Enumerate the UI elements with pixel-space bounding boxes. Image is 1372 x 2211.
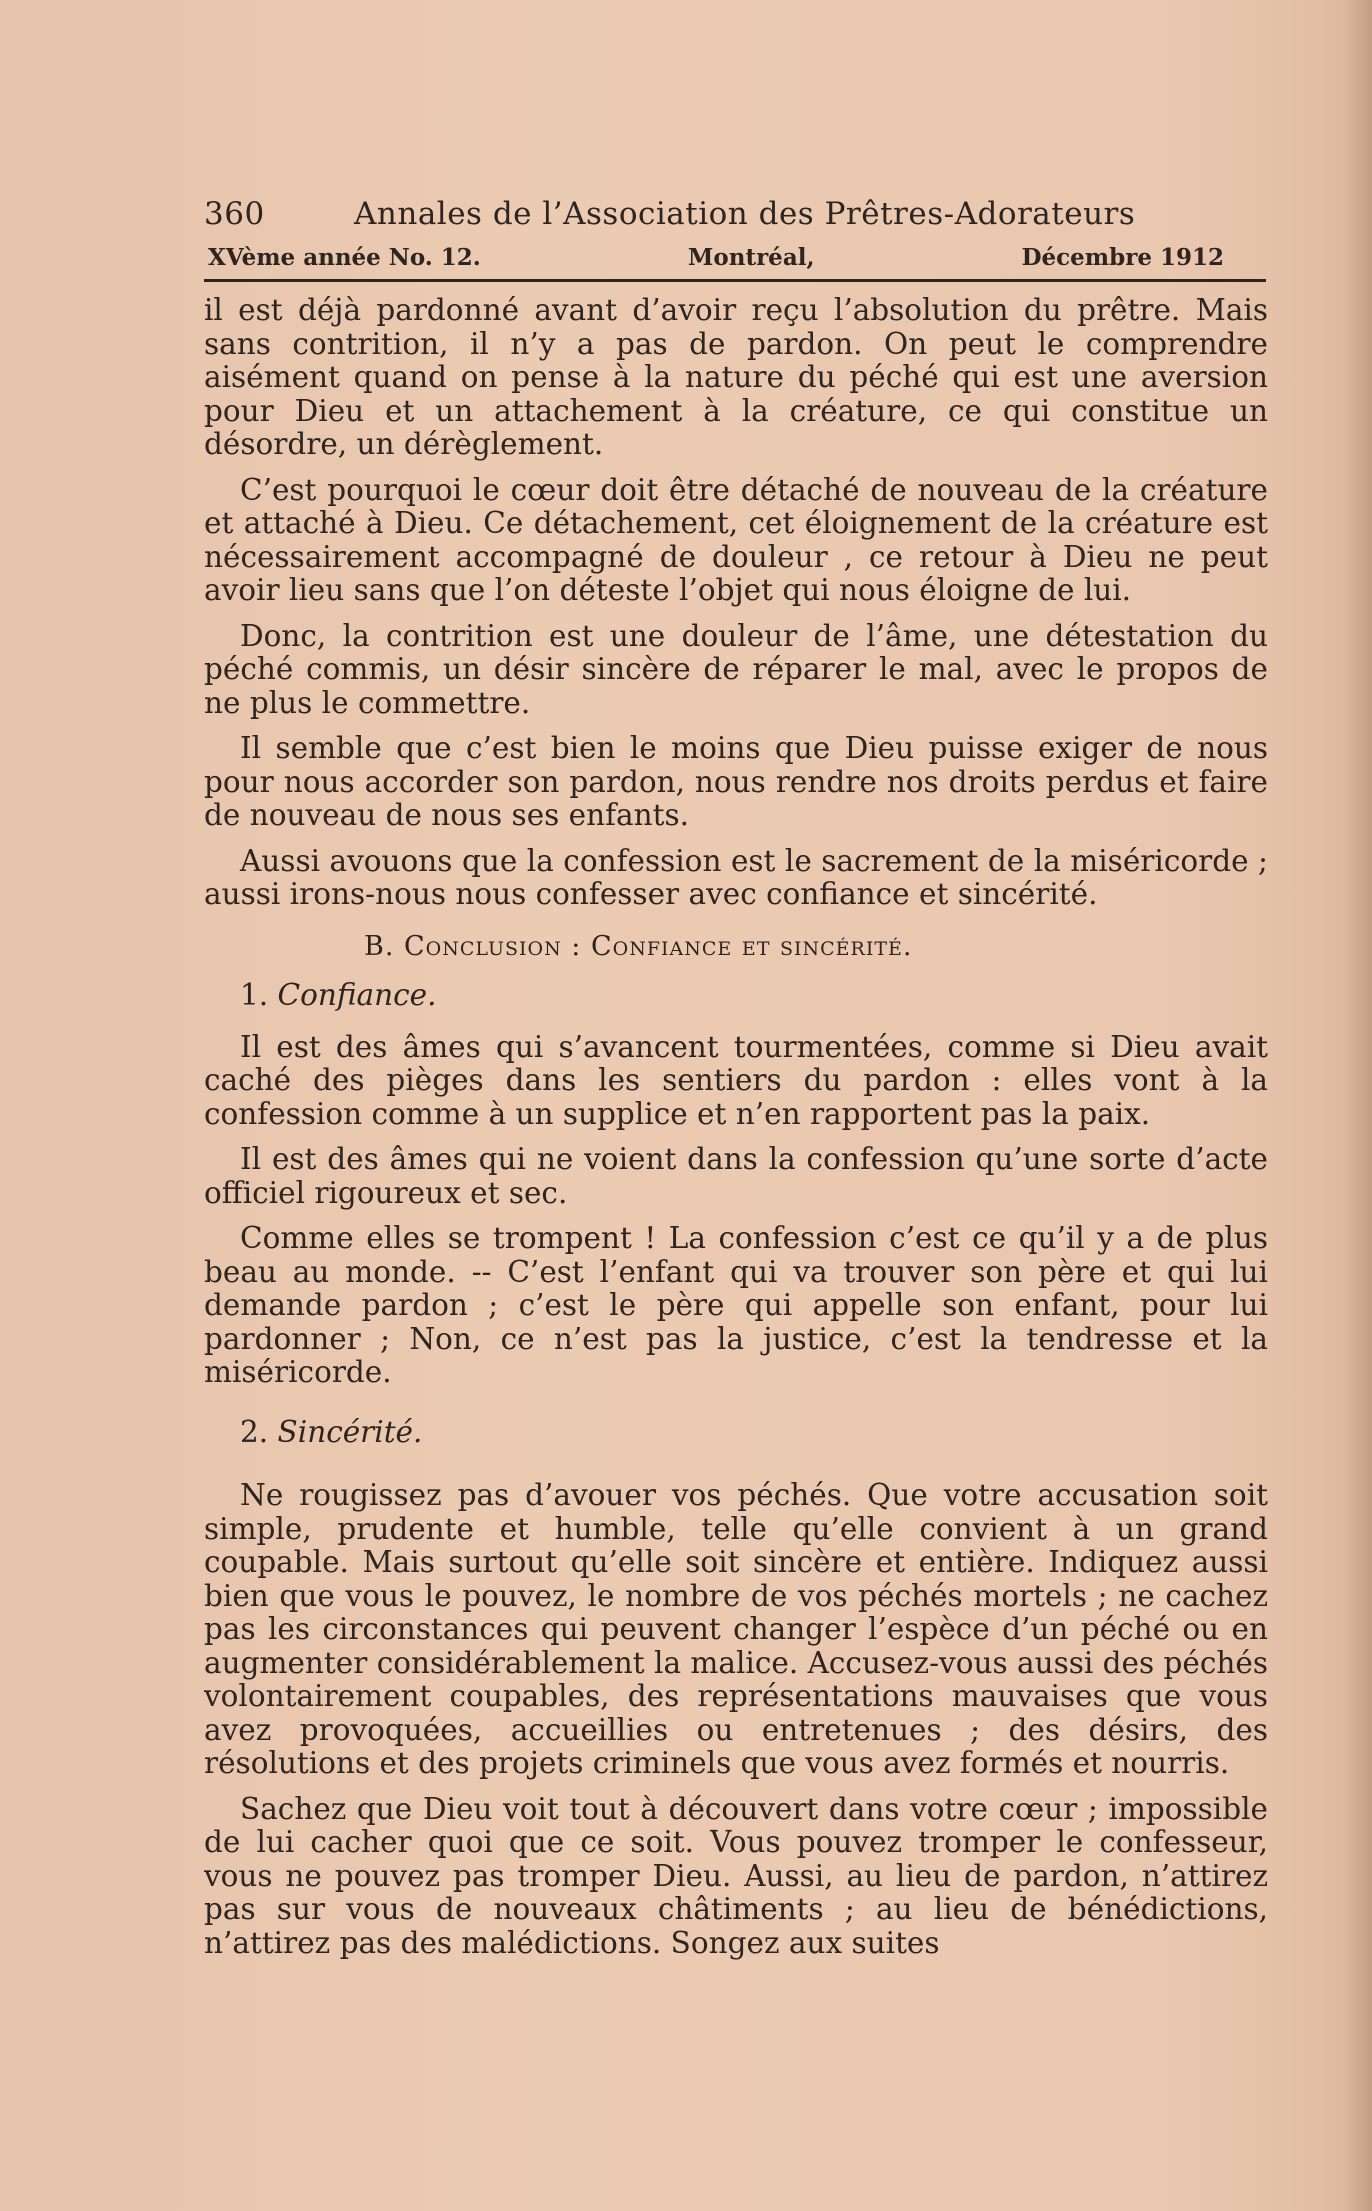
journal-title: Annales de l’Association des Prêtres-Adorateurs — [354, 196, 1136, 232]
paragraph: Comme elles se trompent ! La confession c’est ce qu’il y a de plus beau au monde. -- C’est l’enfant qui va trouver son père et qui lui demande pardon ; c’est le père qui appelle son enfant, pour lui pardonner ; Non, ce n’est pas la justice, c’est la tendresse et la miséricorde. — [204, 1221, 1268, 1389]
subsection-heading-sincerite — [204, 1416, 1268, 1450]
paragraph: Ne rougissez pas d’avouer vos péchés. Que votre accusation soit simple, prudente et humble, telle qu’elle convient à un grand coupable. Mais surtout qu’elle soit sincère et entière. Indiquez aussi bien que vous le pouvez, le nombre de vos péchés mortels ; ne cachez pas les circonstances qui peuvent changer l’espèce d’un péché ou en augmenter considérablement la malice. Accusez-vous aussi des péchés volontairement coupables, des représentations mauvaises que vous avez provoquées, accueillies ou entretenues ; des désirs, des résolutions et des projets criminels que vous avez formés et nourris. — [204, 1478, 1268, 1780]
article-body — [204, 294, 1268, 1960]
issue-date: Décembre 1912 — [1021, 244, 1224, 271]
subsection-title: Sincérité. — [277, 1414, 423, 1449]
subsection-title: Confiance. — [277, 978, 437, 1012]
paragraph: Il est des âmes qui s’avancent tourmentées, comme si Dieu avait caché des pièges dans les sentiers du pardon : elles vont à la confession comme à un supplice et n’en rapportent pas la paix. — [204, 1029, 1268, 1131]
subsection-number: 1. — [240, 978, 269, 1012]
paragraph: Il semble que c’est bien le moins que Dieu puisse exiger de nous pour nous accorder son pardon, nous rendre nos droits perdus et faire de nouveau de nous ses enfants. — [204, 731, 1268, 832]
subsection-heading-confiance — [204, 979, 1268, 1013]
issue-volume: XVème année No. 12. — [208, 244, 481, 271]
page-content — [204, 196, 1268, 1972]
section-heading: B. Conclusion : Confiance et sincérité. — [364, 930, 913, 962]
paragraph: Sachez que Dieu voit tout à découvert dans votre cœur ; impossible de lui cacher quoi que ce soit. Vous pouvez tromper le confesseur, vous ne pouvez pas tromper Dieu. Aussi, au lieu de pardon, n’attirez pas sur vous de nouveaux châtiments ; au lieu de bénédictions, n’attirez pas des malédictions. Songez aux suites — [204, 1791, 1268, 1960]
issue-line — [204, 244, 1268, 271]
subsection-number: 2. — [240, 1414, 269, 1449]
running-header — [204, 196, 1268, 238]
page-edge-shadow — [1344, 0, 1372, 2211]
issue-place: Montréal, — [687, 244, 815, 271]
paragraph: C’est pourquoi le cœur doit être détaché de nouveau de la créature et attaché à Dieu. Ce détachement, cet éloignement de la créature est nécessairement accompagné de douleur , ce retour à Dieu ne peut avoir lieu sans que l’on déteste l’objet qui nous éloigne de lui. — [204, 472, 1268, 607]
header-rule — [204, 279, 1266, 282]
paragraph: Donc, la contrition est une douleur de l’âme, une détestation du péché commis, un désir sincère de réparer le mal, avec le propos de ne plus le commettre. — [204, 618, 1268, 720]
page-number: 360 — [204, 196, 265, 232]
paragraph: il est déjà pardonné avant d’avoir reçu l’absolution du prêtre. Mais sans contrition, il n’y a pas de pardon. On peut le comprendre aisément quand on pense à la nature du péché qui est une aversion pour Dieu et un attachement à la créature, ce qui constitue un désordre, un dérèglement. — [204, 293, 1268, 461]
paragraph: Aussi avouons que la confession est le sacrement de la miséricorde ; aussi irons-nous nous confesser avec confiance et sincérité. — [204, 843, 1268, 911]
paragraph: Il est des âmes qui ne voient dans la confession qu’une sorte d’acte officiel rigoureux et sec. — [204, 1142, 1268, 1210]
